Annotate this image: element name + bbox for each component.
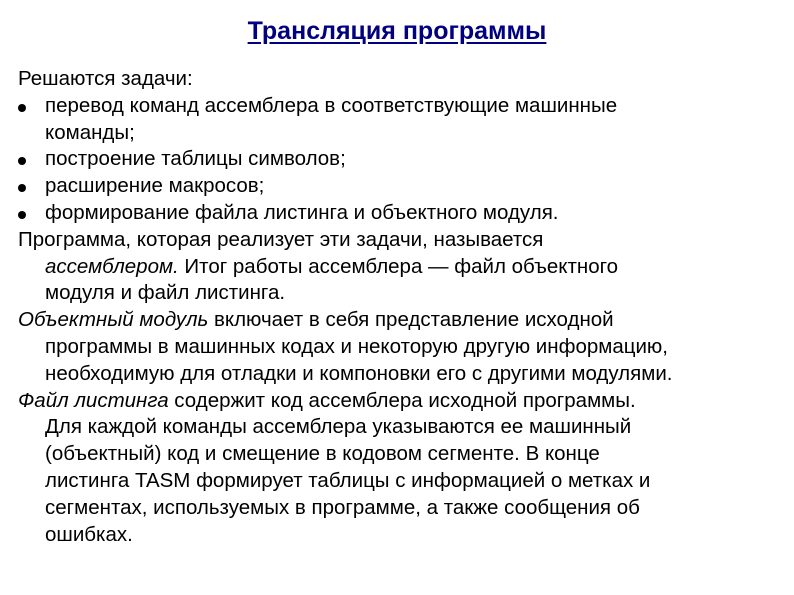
object-module-paragraph-line-1 <box>18 307 788 334</box>
object-module-term: Объектный модуль <box>18 308 209 332</box>
bullet-icon <box>18 184 26 192</box>
bullet-icon <box>18 211 26 219</box>
object-module-paragraph-line-3: необходимую для отладки и компоновки его с другими модулями. <box>45 361 673 385</box>
listing-paragraph-line-4: листинга TASM формирует таблицы с информацией о метках и <box>45 468 651 492</box>
listing-line-1-rest: содержит код ассемблера исходной программы. <box>168 388 636 412</box>
bullet-icon <box>18 157 26 165</box>
listing-paragraph-line-3: (объектный) код и смещение в кодовом сегменте. В конце <box>45 442 600 466</box>
task-4-text: формирование файла листинга и объектного модуля. <box>45 200 559 224</box>
task-2-text: построение таблицы символов; <box>45 147 346 171</box>
task-1-text-line-2: команды; <box>45 120 135 144</box>
assembler-paragraph-line-1: Программа, которая реализует эти задачи, называется <box>18 227 544 251</box>
object-module-paragraph-line-2: программы в машинных кодах и некоторую другую информацию, <box>45 334 669 358</box>
task-item-1 <box>18 93 788 120</box>
bullet-icon <box>18 104 26 112</box>
slide-body <box>18 66 788 548</box>
assembler-paragraph-line-2 <box>18 254 788 281</box>
slide-title <box>0 14 794 48</box>
task-item-2 <box>18 146 788 173</box>
assembler-paragraph-line-3: модуля и файл листинга. <box>45 281 286 305</box>
task-item-3 <box>18 173 788 200</box>
assembler-term: ассемблером. <box>45 254 179 278</box>
listing-term: Файл листинга <box>18 388 169 412</box>
listing-paragraph-line-1 <box>18 388 788 415</box>
task-item-4 <box>18 200 788 227</box>
intro-text: Решаются задачи: <box>18 67 193 90</box>
slide-title-text: Трансляция программы <box>247 17 547 45</box>
task-3-text: расширение макросов; <box>45 174 265 198</box>
object-module-line-1-rest: включает в себя представление исходной <box>208 308 614 332</box>
assembler-line-2-rest: Итог работы ассемблера — файл объектного <box>178 254 619 278</box>
listing-paragraph-line-5: сегментах, используемых в программе, а также сообщения об <box>45 495 640 519</box>
listing-paragraph-line-2: Для каждой команды ассемблера указываются ее машинный <box>45 415 632 439</box>
task-1-text-line-1: перевод команд ассемблера в соответствующие машинные <box>45 93 618 117</box>
listing-paragraph-line-6: ошибках. <box>45 522 133 546</box>
